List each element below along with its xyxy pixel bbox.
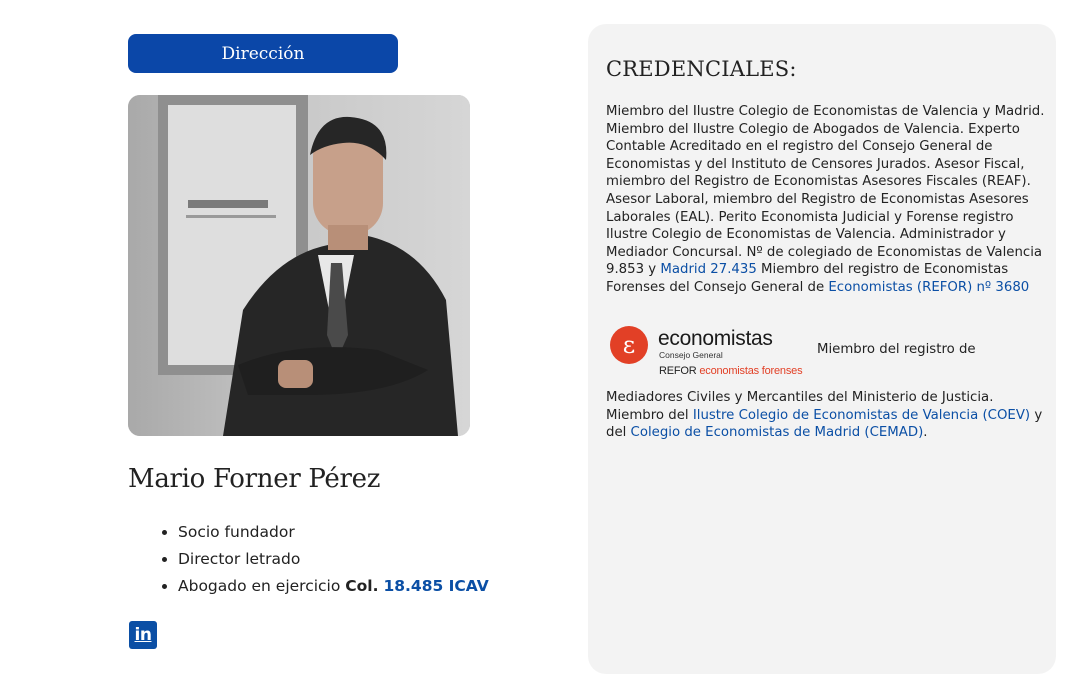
madrid-link[interactable]: Madrid 27.435 (660, 262, 757, 278)
logo-caption: Miembro del registro de (817, 342, 976, 357)
direccion-button[interactable]: Dirección (128, 34, 398, 73)
roles-list (160, 519, 489, 600)
person-name: Mario Forner Pérez (128, 464, 381, 494)
profile-photo (128, 95, 470, 436)
refor-link[interactable]: Economistas (REFOR) nº 3680 (828, 279, 1030, 295)
col-label: Col. (345, 577, 379, 595)
coev-link[interactable]: Ilustre Colegio de Economistas de Valencia (COEV) (692, 407, 1031, 423)
credentials-paragraph-2: Mediadores Civiles y Mercantiles del Ministerio de Justicia. Miembro del Ilustre Colegio de Economistas de Valencia (COEV) y del Colegio de Economistas de Madrid (CEMAD). (606, 390, 1043, 441)
list-item: • Director letrado (178, 546, 489, 573)
list-item: • Socio fundador (178, 519, 489, 546)
logo-wordmark: economistas (658, 327, 773, 350)
economistas-logo-icon: ɛ (610, 326, 648, 364)
list-item: • Abogado en ejercicio Col. 18.485 ICAV (178, 573, 489, 600)
credentials-title: CREDENCIALES: (606, 57, 797, 81)
economistas-logo (610, 322, 810, 382)
linkedin-icon[interactable]: in (129, 621, 157, 649)
logo-refor: REFOR economistas forenses (659, 365, 803, 377)
logo-subtitle: Consejo General (659, 350, 723, 360)
cemad-link[interactable]: Colegio de Economistas de Madrid (CEMAD) (630, 425, 924, 441)
credentials-paragraph: Miembro del Ilustre Colegio de Economistas de Valencia y Madrid. Miembro del Ilustre Colegio de Abogados de Valencia. Experto Contable Acreditado en el registro del Consejo General de Economistas y del Instituto de Censores Jurados. Asesor Fiscal, miembro del Registro de Economistas Asesores Fiscales (REAF). Asesor Laboral, miembro del Registro de Economistas Asesores Laborales (EAL). Perito Economista Judicial y Forense registro Ilustre Colegio de Economistas de Valencia. Administrador y Mediador Concursal. Nº de colegiado de Economistas de Valencia 9.853 y Madrid 27.435 Miembro del registro de Economistas Forenses del Consejo General de Economistas (REFOR) nº 3680 (606, 104, 1045, 295)
icav-link[interactable]: 18.485 ICAV (383, 577, 489, 595)
